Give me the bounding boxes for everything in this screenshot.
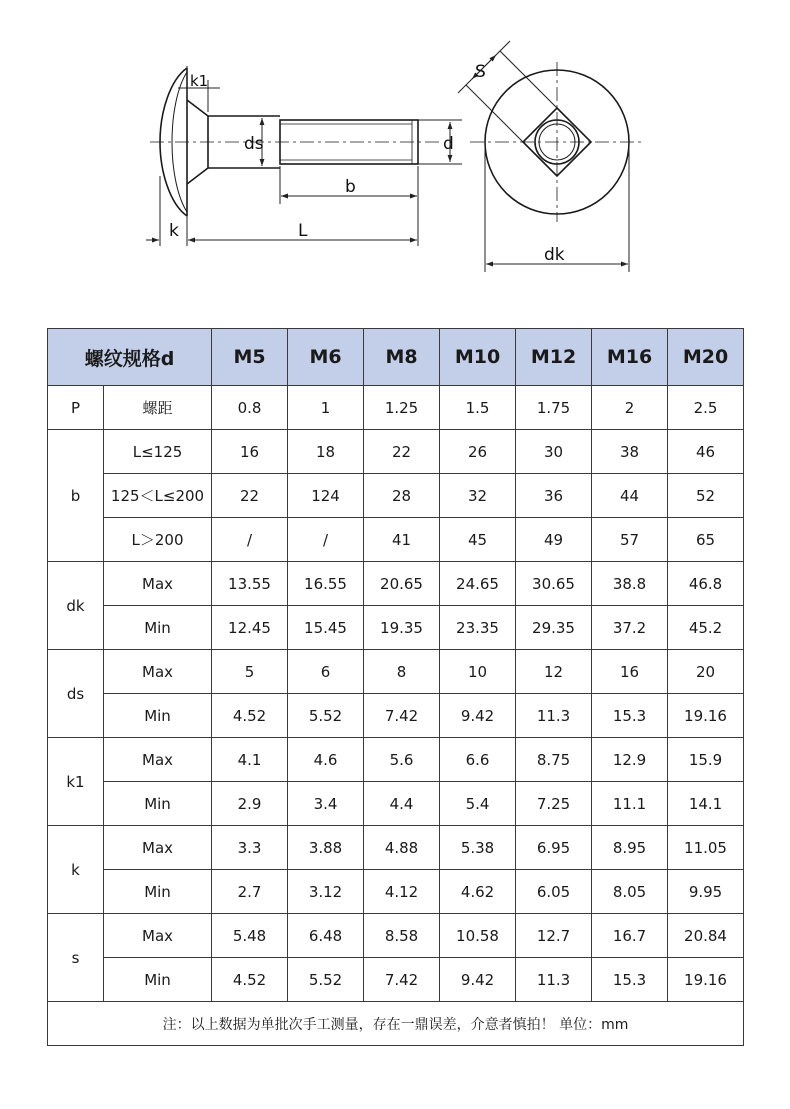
table-row	[48, 562, 744, 606]
sub-label: L≤125	[104, 430, 212, 474]
table-row	[48, 650, 744, 694]
value-cell: 6.95	[516, 826, 592, 870]
value-cell: 6.48	[288, 914, 364, 958]
table-row	[48, 694, 744, 738]
sub-label: Min	[104, 870, 212, 914]
parameter-label: s	[48, 914, 104, 1002]
value-cell: 5.52	[288, 694, 364, 738]
value-cell: 4.12	[364, 870, 440, 914]
value-cell: 5	[212, 650, 288, 694]
value-cell: 52	[668, 474, 744, 518]
table-row	[48, 474, 744, 518]
value-cell: 11.3	[516, 958, 592, 1002]
value-cell: 12.45	[212, 606, 288, 650]
value-cell: 20	[668, 650, 744, 694]
value-cell: 9.42	[440, 958, 516, 1002]
value-cell: 32	[440, 474, 516, 518]
value-cell: 3.88	[288, 826, 364, 870]
value-cell: 5.38	[440, 826, 516, 870]
sub-label: Min	[104, 606, 212, 650]
value-cell: 2.5	[668, 386, 744, 430]
k1-label: k1	[190, 72, 209, 90]
value-cell: 36	[516, 474, 592, 518]
value-cell: 12.7	[516, 914, 592, 958]
value-cell: 4.62	[440, 870, 516, 914]
sub-label: 螺距	[104, 386, 212, 430]
value-cell: 4.88	[364, 826, 440, 870]
value-cell: 1.25	[364, 386, 440, 430]
size-header: M10	[440, 329, 516, 386]
value-cell: 8.95	[592, 826, 668, 870]
size-header: M5	[212, 329, 288, 386]
value-cell: 15.3	[592, 958, 668, 1002]
spec-table-body	[48, 329, 744, 1046]
table-row	[48, 606, 744, 650]
value-cell: 57	[592, 518, 668, 562]
parameter-label: k	[48, 826, 104, 914]
value-cell: 2.9	[212, 782, 288, 826]
value-cell: 18	[288, 430, 364, 474]
value-cell: 14.1	[668, 782, 744, 826]
value-cell: 5.6	[364, 738, 440, 782]
sub-label: Max	[104, 562, 212, 606]
value-cell: 30.65	[516, 562, 592, 606]
value-cell: 5.52	[288, 958, 364, 1002]
ds-label: ds	[244, 134, 264, 154]
d-label: d	[443, 134, 454, 154]
table-row	[48, 518, 744, 562]
size-header: M6	[288, 329, 364, 386]
dk-label: dk	[544, 245, 565, 265]
value-cell: 28	[364, 474, 440, 518]
carriage-bolt-drawing	[0, 0, 790, 300]
sub-label: Max	[104, 738, 212, 782]
parameter-label: k1	[48, 738, 104, 826]
sub-label: 125＜L≤200	[104, 474, 212, 518]
value-cell: /	[212, 518, 288, 562]
value-cell: 2.7	[212, 870, 288, 914]
value-cell: 16	[212, 430, 288, 474]
value-cell: 15.9	[668, 738, 744, 782]
sub-label: Max	[104, 914, 212, 958]
value-cell: 3.4	[288, 782, 364, 826]
value-cell: 16.55	[288, 562, 364, 606]
value-cell: 8.58	[364, 914, 440, 958]
value-cell: 10.58	[440, 914, 516, 958]
value-cell: 1	[288, 386, 364, 430]
sub-label: Min	[104, 958, 212, 1002]
table-row	[48, 914, 744, 958]
value-cell: 4.4	[364, 782, 440, 826]
value-cell: 13.55	[212, 562, 288, 606]
value-cell: 30	[516, 430, 592, 474]
parameter-label: dk	[48, 562, 104, 650]
L-label: L	[298, 221, 308, 241]
value-cell: 2	[592, 386, 668, 430]
value-cell: 19.16	[668, 958, 744, 1002]
value-cell: 37.2	[592, 606, 668, 650]
table-row	[48, 782, 744, 826]
value-cell: 0.8	[212, 386, 288, 430]
value-cell: 16	[592, 650, 668, 694]
table-row	[48, 430, 744, 474]
value-cell: 45.2	[668, 606, 744, 650]
value-cell: 7.25	[516, 782, 592, 826]
note-text: 注：以上数据为单批次手工测量，存在一鼎误差，介意者慎拍！ 单位：mm	[48, 1002, 744, 1046]
value-cell: 1.75	[516, 386, 592, 430]
value-cell: 22	[212, 474, 288, 518]
table-row	[48, 870, 744, 914]
value-cell: 3.12	[288, 870, 364, 914]
note-row	[48, 1002, 744, 1046]
sub-label: Min	[104, 782, 212, 826]
size-header: M12	[516, 329, 592, 386]
thread-spec-header: 螺纹规格d	[48, 329, 212, 386]
side-dimension-lines	[146, 66, 462, 246]
value-cell: 11.05	[668, 826, 744, 870]
value-cell: 46	[668, 430, 744, 474]
parameter-label: ds	[48, 650, 104, 738]
value-cell: 4.1	[212, 738, 288, 782]
value-cell: 124	[288, 474, 364, 518]
value-cell: 19.16	[668, 694, 744, 738]
table-row	[48, 958, 744, 1002]
value-cell: 3.3	[212, 826, 288, 870]
value-cell: 11.1	[592, 782, 668, 826]
sub-label: Max	[104, 826, 212, 870]
value-cell: 23.35	[440, 606, 516, 650]
size-header: M16	[592, 329, 668, 386]
value-cell: /	[288, 518, 364, 562]
value-cell: 12.9	[592, 738, 668, 782]
value-cell: 5.4	[440, 782, 516, 826]
sub-label: Max	[104, 650, 212, 694]
value-cell: 9.42	[440, 694, 516, 738]
size-header: M8	[364, 329, 440, 386]
value-cell: 15.3	[592, 694, 668, 738]
value-cell: 6	[288, 650, 364, 694]
spec-table	[47, 328, 744, 1046]
value-cell: 9.95	[668, 870, 744, 914]
value-cell: 4.52	[212, 958, 288, 1002]
value-cell: 22	[364, 430, 440, 474]
value-cell: 38.8	[592, 562, 668, 606]
parameter-label: b	[48, 430, 104, 562]
value-cell: 8.75	[516, 738, 592, 782]
value-cell: 7.42	[364, 694, 440, 738]
sub-label: L＞200	[104, 518, 212, 562]
b-label: b	[345, 177, 356, 197]
value-cell: 49	[516, 518, 592, 562]
value-cell: 12	[516, 650, 592, 694]
bolt-bottom-view	[470, 62, 645, 222]
value-cell: 1.5	[440, 386, 516, 430]
value-cell: 6.05	[516, 870, 592, 914]
value-cell: 46.8	[668, 562, 744, 606]
size-header: M20	[668, 329, 744, 386]
value-cell: 24.65	[440, 562, 516, 606]
sub-label: Min	[104, 694, 212, 738]
value-cell: 5.48	[212, 914, 288, 958]
value-cell: 7.42	[364, 958, 440, 1002]
value-cell: 19.35	[364, 606, 440, 650]
table-row	[48, 738, 744, 782]
header-row	[48, 329, 744, 386]
value-cell: 44	[592, 474, 668, 518]
value-cell: 65	[668, 518, 744, 562]
value-cell: 38	[592, 430, 668, 474]
value-cell: 4.52	[212, 694, 288, 738]
value-cell: 8	[364, 650, 440, 694]
value-cell: 16.7	[592, 914, 668, 958]
value-cell: 26	[440, 430, 516, 474]
value-cell: 8.05	[592, 870, 668, 914]
bolt-side-view	[150, 68, 440, 216]
value-cell: 10	[440, 650, 516, 694]
value-cell: 41	[364, 518, 440, 562]
value-cell: 4.6	[288, 738, 364, 782]
value-cell: 6.6	[440, 738, 516, 782]
S-label: S	[475, 62, 486, 82]
value-cell: 11.3	[516, 694, 592, 738]
value-cell: 20.65	[364, 562, 440, 606]
parameter-label: P	[48, 386, 104, 430]
table-row	[48, 386, 744, 430]
value-cell: 45	[440, 518, 516, 562]
table-row	[48, 826, 744, 870]
k-label: k	[169, 221, 179, 241]
value-cell: 29.35	[516, 606, 592, 650]
value-cell: 20.84	[668, 914, 744, 958]
value-cell: 15.45	[288, 606, 364, 650]
